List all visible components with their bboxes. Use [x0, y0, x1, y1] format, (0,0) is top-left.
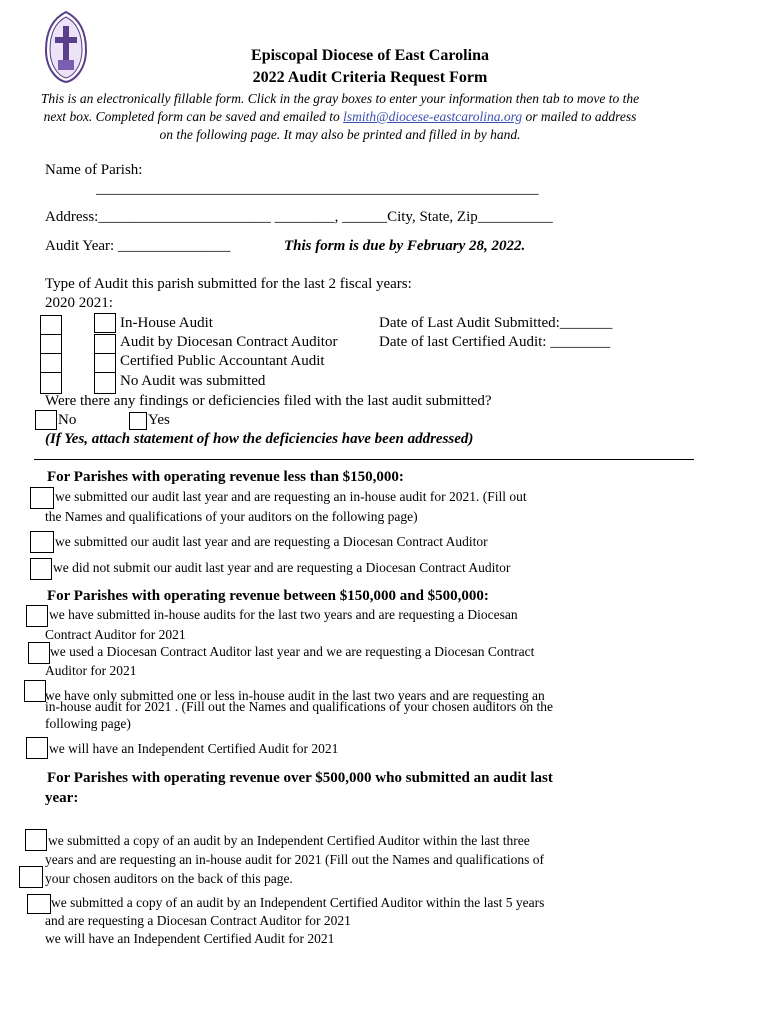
- form-title-line1: Episcopal Diocese of East Carolina: [251, 47, 489, 64]
- s3-option1-line1: we submitted a copy of an audit by an Independent Certified Auditor within the last three: [48, 833, 530, 848]
- audit-type-question: Type of Audit this parish submitted for the last 2 fiscal years:: [45, 276, 412, 292]
- option-cpa-audit: Certified Public Accountant Audit: [120, 353, 325, 369]
- section-divider: [34, 459, 694, 460]
- s1-option1-line1: we submitted our audit last year and are requesting an in-house audit for 2021. (Fill out: [55, 489, 527, 504]
- s2-option3-line1: we have only submitted one or less in-house audit in the last two years and are requesting an: [45, 688, 545, 703]
- checkbox-s2-inhouse[interactable]: [24, 680, 46, 702]
- checkbox-2020-cpa[interactable]: [40, 353, 62, 373]
- s1-option2: we submitted our audit last year and are requesting a Diocesan Contract Auditor: [55, 534, 488, 549]
- s2-option3-line2: in-house audit for 2021 . (Fill out the Names and qualifications of your chosen auditors on the: [45, 699, 554, 714]
- checkbox-2020-inhouse[interactable]: [40, 315, 62, 335]
- intro-text: This is an electronically fillable form. Click in the gray boxes to enter your information then tab to move to the next box. Completed form can be saved and emailed to lsmith@diocese-eastcarolina.org or mailed to address on the following page. It may also be printed and filled in by hand.: [40, 91, 640, 142]
- date-last-audit-field[interactable]: Date of Last Audit Submitted:_______: [379, 315, 613, 331]
- findings-question: Were there any findings or deficiencies filed with the last audit submitted?: [45, 393, 492, 409]
- option-no-audit: No Audit was submitted: [120, 373, 266, 389]
- findings-no-label: No: [58, 412, 77, 428]
- option-inhouse-audit: In-House Audit: [120, 315, 213, 331]
- s3-option1-line2: years and are requesting an in-house audit for 2021 (Fill out the Names and qualifications of: [45, 852, 544, 867]
- section-under-150k-heading: For Parishes with operating revenue less than $150,000:: [47, 469, 404, 485]
- checkbox-2021-none[interactable]: [94, 372, 116, 394]
- s2-option1-line2: Contract Auditor for 2021: [45, 627, 186, 642]
- section-over-500k-heading-line1: For Parishes with operating revenue over $500,000 who submitted an audit last: [47, 770, 553, 786]
- checkbox-2021-diocesan[interactable]: [94, 334, 116, 354]
- s3-option1-line3: your chosen auditors on the back of this page.: [45, 871, 293, 886]
- checkbox-2021-cpa[interactable]: [94, 353, 116, 373]
- s1-option1-line2: the Names and qualifications of your auditors on the following page): [45, 509, 418, 524]
- checkbox-2020-diocesan[interactable]: [40, 334, 62, 354]
- checkbox-2020-none[interactable]: [40, 372, 62, 394]
- s2-option2-line1: we used a Diocesan Contract Auditor last year and we are requesting a Diocesan Contract: [50, 644, 535, 659]
- parish-name-label: Name of Parish:: [45, 162, 143, 178]
- s3-option3: we will have an Independent Certified Audit for 2021: [45, 931, 335, 946]
- checkbox-findings-yes[interactable]: [129, 412, 147, 430]
- s3-option2-line2: and are requesting a Diocesan Contract Auditor for 2021: [45, 913, 351, 928]
- address-field[interactable]: Address:_______________________ ________, ______City, State, Zip__________: [45, 209, 553, 225]
- findings-yes-label: Yes: [148, 412, 170, 428]
- checkbox-s2-used-diocesan[interactable]: [28, 642, 50, 664]
- audit-year-field[interactable]: Audit Year: _______________: [45, 238, 231, 254]
- checkbox-s1-inhouse[interactable]: [30, 487, 54, 509]
- section-150k-500k-heading: For Parishes with operating revenue between $150,000 and $500,000:: [47, 588, 489, 604]
- due-date-note: This form is due by February 28, 2022.: [284, 238, 526, 254]
- s3-option2-line1: we submitted a copy of an audit by an Independent Certified Auditor within the last 5 years: [51, 895, 545, 910]
- section-over-500k-heading-line2: year:: [45, 790, 79, 806]
- s1-option3: we did not submit our audit last year and are requesting a Diocesan Contract Auditor: [53, 560, 511, 575]
- checkbox-s3-diocesan[interactable]: [27, 894, 51, 914]
- parish-name-field[interactable]: ___________________________________________________________: [96, 181, 539, 197]
- findings-note: (If Yes, attach statement of how the deficiencies have been addressed): [45, 431, 474, 447]
- checkbox-s2-diocesan[interactable]: [26, 605, 48, 627]
- checkbox-findings-no[interactable]: [35, 410, 57, 430]
- audit-type-years: 2020 2021:: [45, 295, 113, 311]
- date-last-certified-field[interactable]: Date of last Certified Audit: ________: [379, 334, 611, 350]
- email-link[interactable]: lsmith@diocese-eastcarolina.org: [343, 109, 523, 124]
- checkbox-s3-inhouse[interactable]: [25, 829, 47, 851]
- checkbox-s1-no-audit[interactable]: [30, 558, 52, 580]
- s2-option1-line1: we have submitted in-house audits for the last two years and are requesting a Diocesan: [49, 607, 518, 622]
- s2-option4: we will have an Independent Certified Audit for 2021: [49, 741, 339, 756]
- option-diocesan-auditor: Audit by Diocesan Contract Auditor: [120, 334, 338, 350]
- checkbox-2021-inhouse[interactable]: [94, 313, 116, 333]
- form-title-line2: 2022 Audit Criteria Request Form: [252, 69, 488, 86]
- checkbox-s3-chosen[interactable]: [19, 866, 43, 888]
- s2-option2-line2: Auditor for 2021: [45, 663, 137, 678]
- checkbox-s1-diocesan[interactable]: [30, 531, 54, 553]
- s2-option3-line3: following page): [45, 716, 131, 731]
- checkbox-s2-certified[interactable]: [26, 737, 48, 759]
